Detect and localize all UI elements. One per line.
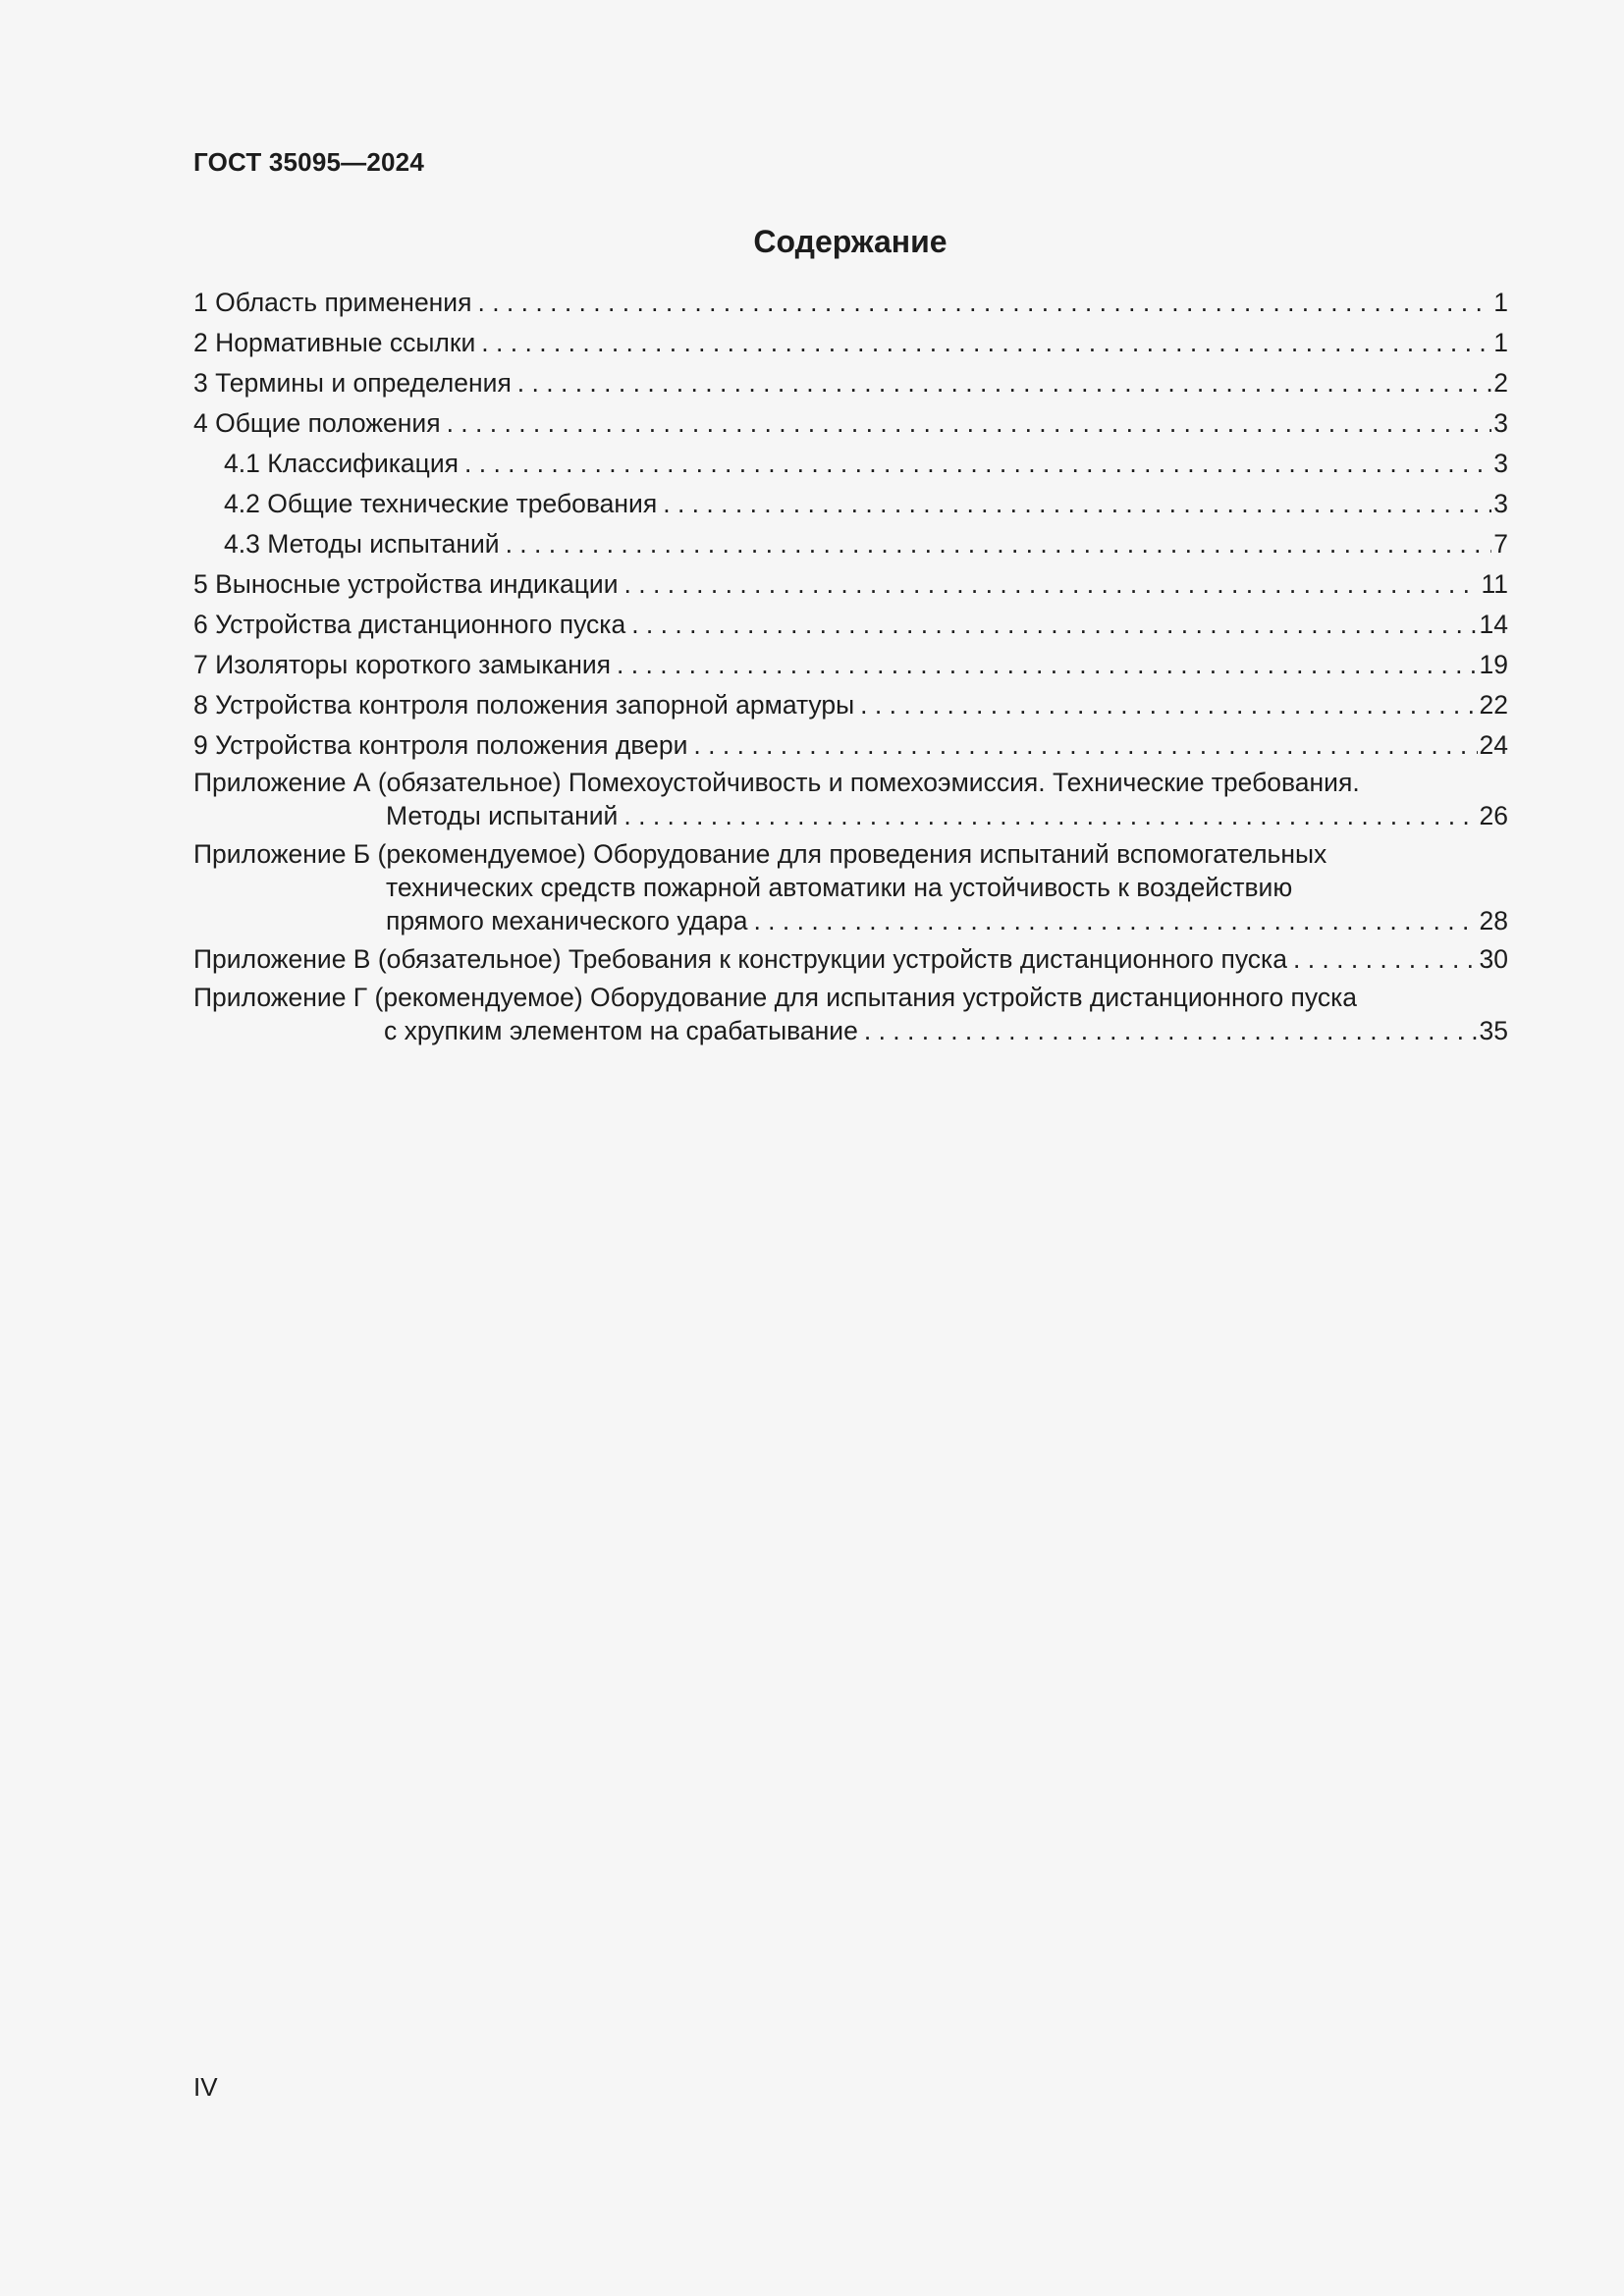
- toc-entry-label: 2 Нормативные ссылки: [193, 328, 476, 357]
- toc-entry-4-2[interactable]: [193, 484, 1508, 524]
- toc-page-number: 24: [1479, 730, 1508, 760]
- toc-entry-label: 1 Область применения: [193, 288, 472, 317]
- toc-leader-dots: [858, 1014, 1478, 1047]
- toc-leader-dots: [619, 564, 1480, 605]
- toc-entry-2[interactable]: [193, 323, 1508, 363]
- toc-leader-dots: [611, 645, 1477, 685]
- toc-entry-appendix-v[interactable]: [193, 942, 1508, 976]
- toc-title: Содержание: [753, 224, 947, 259]
- toc-entry-appendix-g[interactable]: [193, 981, 1508, 1047]
- toc-entry-label: 4.2 Общие технические требования: [224, 489, 658, 518]
- toc-entry-label: 4 Общие положения: [193, 408, 441, 438]
- toc-page-number: 3: [1493, 449, 1508, 478]
- toc-entry-appendix-b[interactable]: [193, 837, 1508, 937]
- toc-entry-label: 8 Устройства контроля положения запорной арматуры: [193, 690, 855, 720]
- toc-leader-dots: [854, 685, 1477, 725]
- toc-entry-label: 4.1 Классификация: [224, 449, 459, 478]
- toc-leader-dots: [500, 524, 1492, 564]
- toc-entry-label: 5 Выносные устройства индикации: [193, 569, 619, 599]
- toc-entry-label-continuation: прямого механического удара: [386, 906, 748, 935]
- toc-leader-dots: [747, 904, 1477, 937]
- toc-entry-label-continuation: с хрупким элементом на срабатывание: [384, 1016, 858, 1045]
- toc-entry-4[interactable]: [193, 403, 1508, 444]
- toc-entry-7[interactable]: [193, 645, 1508, 685]
- toc-leader-dots: [512, 363, 1491, 403]
- toc-leader-dots: [459, 444, 1491, 484]
- toc-entry-4-3[interactable]: [193, 524, 1508, 564]
- toc-page-number: 3: [1493, 408, 1508, 438]
- toc-leader-dots: [625, 605, 1477, 645]
- toc-entry-label: Приложение Б (рекомендуемое) Оборудование для проведения испытаний вспомогательных: [193, 839, 1327, 869]
- toc-page-number: 11: [1481, 569, 1508, 599]
- table-of-contents: [193, 283, 1508, 1052]
- toc-page-number: 1: [1493, 288, 1508, 317]
- toc-page-number: 14: [1479, 610, 1508, 639]
- toc-page-number: 30: [1479, 944, 1508, 974]
- toc-page-number: 26: [1479, 801, 1508, 830]
- toc-entry-label-continuation: Методы испытаний: [386, 801, 619, 830]
- toc-page-number: 1: [1493, 328, 1508, 357]
- toc-entry-label: 9 Устройства контроля положения двери: [193, 730, 688, 760]
- toc-entry-9[interactable]: [193, 725, 1508, 766]
- toc-page-number: 2: [1493, 368, 1508, 398]
- toc-entry-label: Приложение Г (рекомендуемое) Оборудование для испытания устройств дистанционного пуска: [193, 983, 1358, 1012]
- toc-leader-dots: [687, 725, 1477, 766]
- toc-leader-dots: [441, 403, 1492, 444]
- toc-entry-6[interactable]: [193, 605, 1508, 645]
- toc-entry-label-continuation: технических средств пожарной автоматики на устойчивость к воздействию: [386, 873, 1293, 902]
- toc-page-number: 3: [1493, 489, 1508, 518]
- toc-entry-label: 4.3 Методы испытаний: [224, 529, 500, 559]
- toc-entry-3[interactable]: [193, 363, 1508, 403]
- toc-leader-dots: [471, 283, 1491, 323]
- document-code: ГОСТ 35095—2024: [193, 147, 424, 177]
- toc-page-number: 22: [1479, 690, 1508, 720]
- toc-entry-5[interactable]: [193, 564, 1508, 605]
- toc-entry-8[interactable]: [193, 685, 1508, 725]
- toc-page-number: 35: [1479, 1016, 1508, 1045]
- toc-entry-label: Приложение А (обязательное) Помехоустойчивость и помехоэмиссия. Технические требования.: [193, 768, 1360, 797]
- toc-leader-dots: [475, 323, 1491, 363]
- toc-page-number: 7: [1493, 529, 1508, 559]
- toc-leader-dots: [618, 799, 1477, 832]
- toc-entry-appendix-a[interactable]: [193, 766, 1508, 832]
- toc-leader-dots: [1287, 942, 1478, 976]
- toc-entry-label: 3 Термины и определения: [193, 368, 512, 398]
- page-number: IV: [193, 2072, 218, 2102]
- toc-entry-1[interactable]: [193, 283, 1508, 323]
- toc-entry-label: Приложение В (обязательное) Требования к конструкции устройств дистанционного пуска: [193, 944, 1287, 974]
- toc-leader-dots: [657, 484, 1491, 524]
- toc-entry-label: 6 Устройства дистанционного пуска: [193, 610, 626, 639]
- toc-entry-4-1[interactable]: [193, 444, 1508, 484]
- toc-entry-label: 7 Изоляторы короткого замыкания: [193, 650, 612, 679]
- toc-page-number: 28: [1479, 906, 1508, 935]
- toc-page-number: 19: [1479, 650, 1508, 679]
